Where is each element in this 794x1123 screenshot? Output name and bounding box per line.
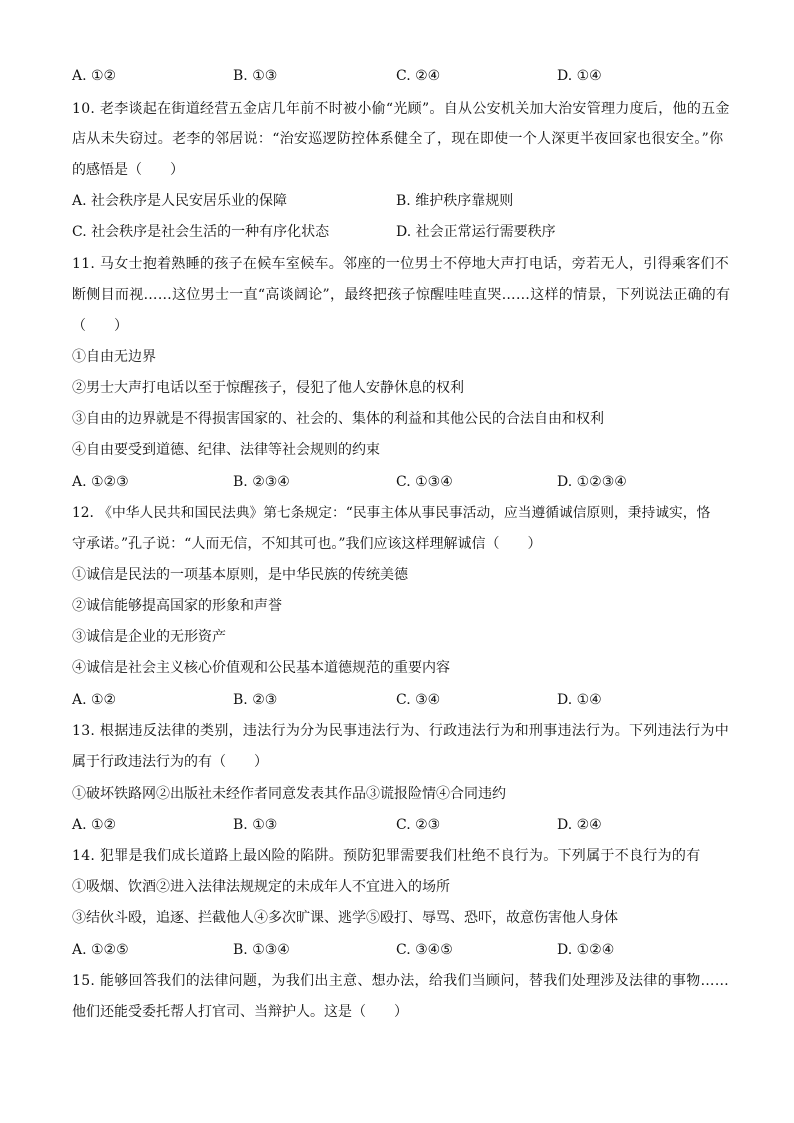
q13-option-b[interactable]: B. ①③: [233, 817, 278, 833]
q11-option-c[interactable]: C. ①③④: [396, 474, 453, 490]
q9-option-a[interactable]: A. ①②: [72, 68, 117, 84]
q12-stem-line-2: 守承诺。”孔子说：“人而无信，不知其可也。”我们应该这样理解诚信（ ）: [72, 536, 542, 552]
q15-stem-line-2: 他们还能受委托帮人打官司、当辩护人。这是（ ）: [72, 1004, 408, 1020]
q11-option-d[interactable]: D. ①②③④: [557, 474, 627, 490]
q12-option-a[interactable]: A. ①②: [72, 692, 117, 708]
q10-stem-line-2: 店从未失窃过。老李的邻居说：“治安巡逻防控体系健全了，现在即使一个人深更半夜回家也很安全。”你: [72, 131, 724, 147]
q12-stem-line-1: 12. 《中华人民共和国民法典》第七条规定：“民事主体从事民事活动，应当遵循诚信原则，秉持诚实，恪: [72, 505, 711, 521]
q11-stem-line-1: 11. 马女士抱着熟睡的孩子在候车室候车。邻座的一位男士不停地大声打电话，旁若无人，引得乘客们不: [72, 256, 730, 272]
q9-option-c[interactable]: C. ②④: [396, 68, 441, 84]
q14-option-a[interactable]: A. ①②⑤: [72, 942, 129, 958]
q14-option-b[interactable]: B. ①③④: [233, 942, 290, 958]
q10-option-b[interactable]: B. 维护秩序靠规则: [396, 193, 514, 209]
q10-option-a[interactable]: A. 社会秩序是人民安居乐业的保障: [72, 193, 288, 209]
q9-option-b[interactable]: B. ①③: [233, 68, 278, 84]
q11-option-b[interactable]: B. ②③④: [233, 474, 290, 490]
q10-option-c[interactable]: C. 社会秩序是社会生活的一种有序化状态: [72, 224, 330, 240]
q11-statement-3: ③自由的边界就是不得损害国家的、社会的、集体的利益和其他公民的合法自由和权利: [72, 411, 604, 427]
q11-statement-2: ②男士大声打电话以至于惊醒孩子，侵犯了他人安静休息的权利: [72, 380, 464, 396]
q12-statement-3: ③诚信是企业的无形资产: [72, 629, 226, 645]
q12-option-c[interactable]: C. ③④: [396, 692, 441, 708]
q13-option-d[interactable]: D. ②④: [557, 817, 602, 833]
q14-statement-2: ③结伙斗殴，追逐、拦截他人④多次旷课、逃学⑤殴打、辱骂、恐吓，故意伤害他人身体: [72, 910, 618, 926]
q11-option-a[interactable]: A. ①②③: [72, 474, 129, 490]
q11-statement-4: ④自由要受到道德、纪律、法律等社会规则的约束: [72, 442, 380, 458]
q12-statement-2: ②诚信能够提高国家的形象和声誉: [72, 598, 282, 614]
q11-stem-line-3: （ ）: [72, 318, 128, 334]
q13-statements: ①破坏铁路网②出版社未经作者同意发表其作品③谎报险情④合同违约: [72, 786, 506, 802]
q11-stem-line-2: 断侧目而视……这位男士一直“高谈阔论”，最终把孩子惊醒哇哇直哭……这样的情景，下列说法正确的有: [72, 287, 731, 303]
q10-stem-line-3: 的感悟是（ ）: [72, 162, 184, 178]
q13-stem-line-2: 属于行政违法行为的有（ ）: [72, 754, 268, 770]
q13-option-a[interactable]: A. ①②: [72, 817, 117, 833]
q12-option-b[interactable]: B. ②③: [233, 692, 278, 708]
q15-stem-line-1: 15. 能够回答我们的法律问题，为我们出主意、想办法，给我们当顾问，替我们处理涉及法律的事物……: [72, 973, 730, 989]
q14-option-d[interactable]: D. ①②④: [557, 942, 615, 958]
q10-stem-line-1: 10. 老李谈起在街道经营五金店几年前不时被小偷“光顾”。自从公安机关加大治安管理力度后，他的五金: [72, 101, 730, 117]
q14-option-c[interactable]: C. ③④⑤: [396, 942, 453, 958]
q12-option-d[interactable]: D. ①④: [557, 692, 602, 708]
q13-option-c[interactable]: C. ②③: [396, 817, 441, 833]
q14-statement-1: ①吸烟、饮酒②进入法律法规规定的未成年人不宜进入的场所: [72, 879, 450, 895]
q13-stem-line-1: 13. 根据违反法律的类别，违法行为分为民事违法行为、行政违法行为和刑事违法行为。下列违法行为中: [72, 723, 730, 739]
q12-statement-4: ④诚信是社会主义核心价值观和公民基本道德规范的重要内容: [72, 660, 450, 676]
q14-stem-line-1: 14. 犯罪是我们成长道路上最凶险的陷阱。预防犯罪需要我们杜绝不良行为。下列属于不良行为的有: [72, 848, 701, 864]
q12-statement-1: ①诚信是民法的一项基本原则，是中华民族的传统美德: [72, 567, 408, 583]
q10-option-d[interactable]: D. 社会正常运行需要秩序: [396, 224, 556, 240]
q11-statement-1: ①自由无边界: [72, 349, 156, 365]
q9-option-d[interactable]: D. ①④: [557, 68, 602, 84]
